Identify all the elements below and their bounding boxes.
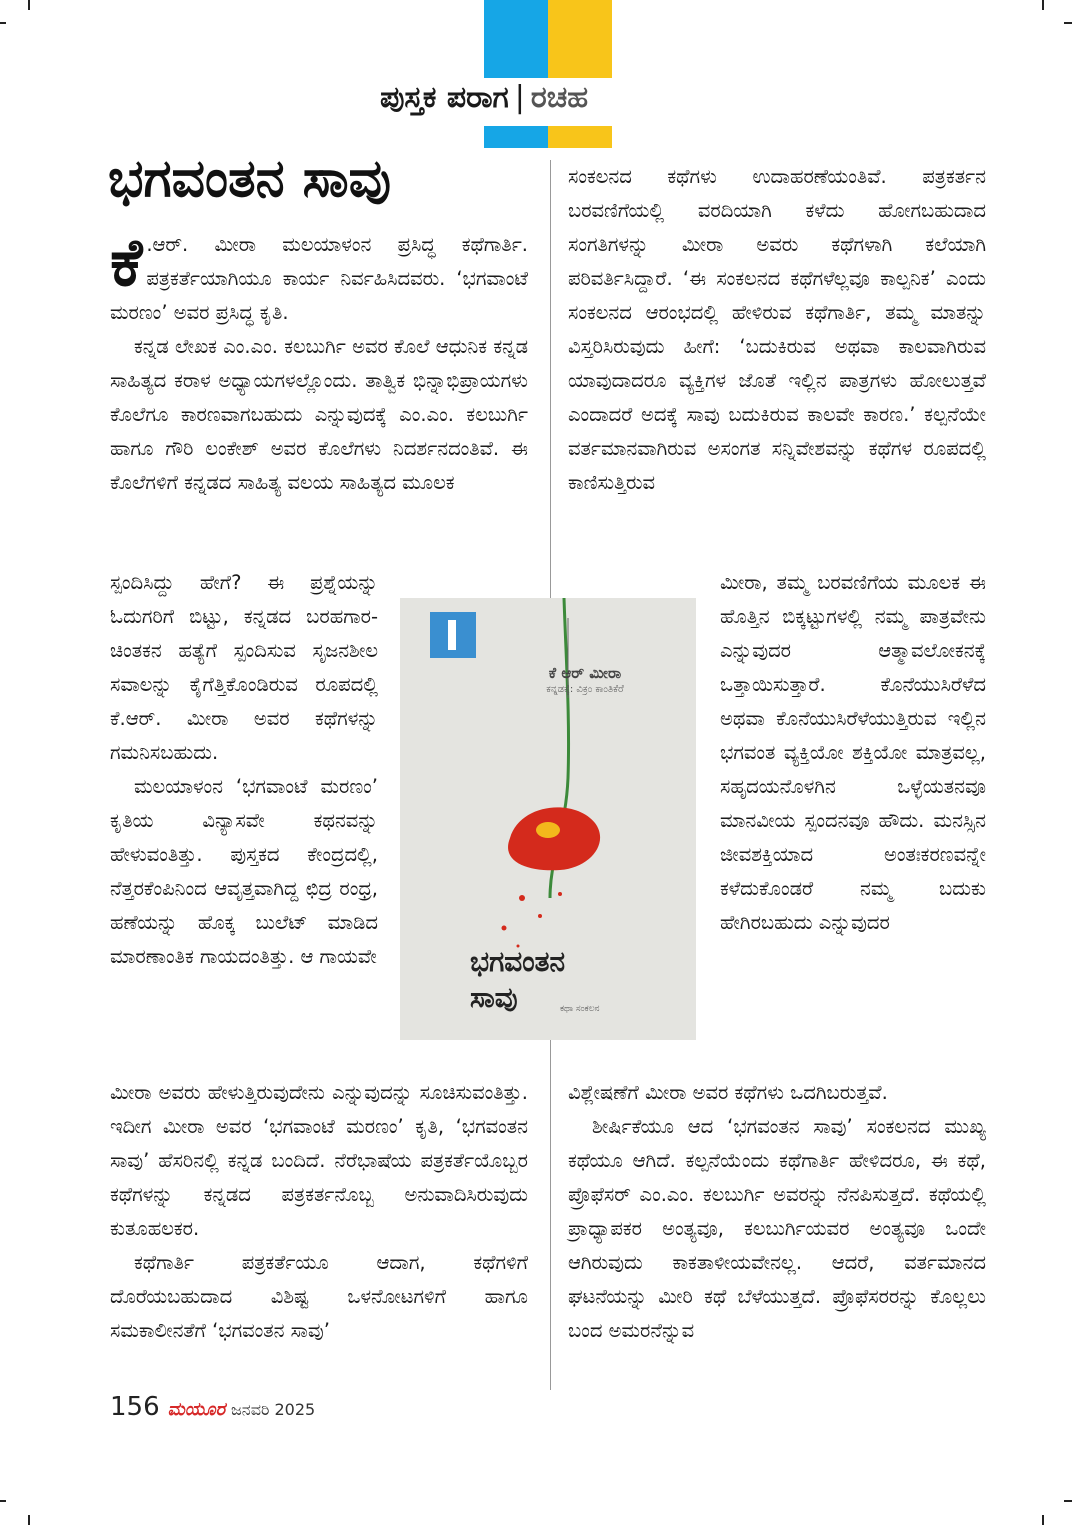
crop-mark-top-left xyxy=(0,22,6,24)
header-yellow-block-bottom xyxy=(548,126,612,148)
drop-cap: ಕೆ xyxy=(110,223,143,301)
crop-mark-top-right-v xyxy=(1042,0,1044,10)
blood-drop xyxy=(502,926,507,931)
header-blue-block-top xyxy=(484,0,548,78)
crop-mark-bottom-right xyxy=(1064,1500,1072,1502)
blood-drop xyxy=(558,892,562,896)
page-number: 156 xyxy=(110,1392,160,1422)
right-paragraph-4: ಶೀರ್ಷಿಕೆಯೂ ಆದ ‘ಭಗವಂತನ ಸಾವು’ ಸಂಕಲನದ ಮುಖ್ಯ ಕಥೆಯೂ ಆಗಿದೆ. ಕಲ್ಪನೆಯೆಂದು ಕಥೆಗಾರ್ತಿ ಹೇಳಿದರೂ, ಈ ಕಥೆ, ಪ್ರೊಫೆಸರ್ ಎಂ.ಎಂ. ಕಲಬುರ್ಗಿ ಅವರನ್ನು ನೆನಪಿಸುತ್ತದೆ. ಕಥೆಯಲ್ಲಿ ಪ್ರಾಧ್ಯಾಪಕರ ಅಂತ್ಯವೂ, ಕಲಬುರ್ಗಿಯವರ ಅಂತ್ಯವೂ ಒಂದೇ ಆಗಿರುವುದು ಕಾಕತಾಳೀಯವೇನಲ್ಲ. ಆದರೆ, ವರ್ತಮಾನದ ಘಟನೆಯನ್ನು ಮೀರಿ ಕಥೆ ಬೆಳೆಯುತ್ತದೆ. ಪ್ರೊಫೆಸರರನ್ನು ಕೊಲ್ಲಲು ಬಂದ ಅಮರನೆನ್ನುವ xyxy=(568,1115,986,1342)
right-paragraph-2: ಮೀರಾ, ತಮ್ಮ ಬರವಣಿಗೆಯ ಮೂಲಕ ಈ ಹೊತ್ತಿನ ಬಿಕ್ಕಟ್ಟುಗಳಲ್ಲಿ ನಮ್ಮ ಪಾತ್ರವೇನು ಎನ್ನುವುದರ ಆತ್ಮಾವಲೋಕನಕ್ಕೆ ಒತ್ತಾಯಿಸುತ್ತಾರೆ. ಕೊನೆಯುಸಿರೆಳೆದ ಅಥವಾ ಕೊನೆಯುಸಿರೆಳೆಯುತ್ತಿರುವ ಇಲ್ಲಿನ ಭಗವಂತ ವ್ಯಕ್ತಿಯೋ ಶಕ್ತಿಯೋ ಮಾತ್ರವಲ್ಲ, ಸಹೃದಯನೊಳಗಿನ ಒಳ್ಳೆಯತನವೂ ಮಾನವೀಯ ಸ್ಪಂದನವೂ ಹೌದು. ಮನಸ್ಸಿನ ಜೀವಶಕ್ತಿಯಾದ ಅಂತಃಕರಣವನ್ನೇ ಕಳೆದುಕೊಂಡರೆ ನಮ್ಮ ಬದುಕು ಹೇಗಿರಬಹುದು ಎನ್ನುವುದರ xyxy=(720,571,986,934)
crop-mark-bottom-right-v xyxy=(1042,1515,1044,1525)
issue-date: ಜನವರಿ 2025 xyxy=(231,1400,316,1419)
cover-title: ಭಗವಂತನ ಸಾವು xyxy=(470,945,566,1014)
flower-center xyxy=(536,822,560,838)
section-author: ರಚಹ xyxy=(530,80,589,115)
header-blue-block-bottom xyxy=(484,126,548,148)
paragraph-2: ಕನ್ನಡ ಲೇಖಕ ಎಂ.ಎಂ. ಕಲಬುರ್ಗಿ ಅವರ ಕೊಲೆ ಆಧುನಿಕ ಕನ್ನಡ ಸಾಹಿತ್ಯದ ಕರಾಳ ಅಧ್ಯಾಯಗಳಲ್ಲೊಂದು. ತಾತ್ವಿಕ ಭಿನ್ನಾಭಿಪ್ರಾಯಗಳು ಕೊಲೆಗೂ ಕಾರಣವಾಗಬಹುದು ಎನ್ನುವುದಕ್ಕೆ ಎಂ.ಎಂ. ಕಲಬುರ್ಗಿ ಹಾಗೂ ಗೌರಿ ಲಂಕೇಶ್ ಅವರ ಕೊಲೆಗಳು ನಿದರ್ಶನದಂತಿವೆ. ಈ ಕೊಲೆಗಳಿಗೆ ಕನ್ನಡದ ಸಾಹಿತ್ಯ ವಲಯ ಸಾಹಿತ್ಯದ ಮೂಲಕ xyxy=(110,335,528,494)
cover-author: ಕೆ ಆರ್ ಮೀರಾ xyxy=(548,664,622,682)
left-column-narrow xyxy=(110,566,378,974)
cover-genre: ಕಥಾ ಸಂಕಲನ xyxy=(560,1004,600,1014)
right-column-top xyxy=(568,160,986,500)
lead-paragraph-text: .ಆರ್. ಮೀರಾ ಮಲಯಾಳಂನ ಪ್ರಸಿದ್ಧ ಕಥೆಗಾರ್ತಿ. ಪತ್ರಕರ್ತೆಯಾಗಿಯೂ ಕಾರ್ಯ ನಿರ್ವಹಿಸಿದವರು. ‘ಭಗವಾಂಟೆ ಮರಣಂ’ ಅವರ ಪ್ರಸಿದ್ಧ ಕೃತಿ. xyxy=(110,233,528,324)
crop-mark-bottom-left xyxy=(0,1500,6,1502)
crop-mark-top-left-v xyxy=(28,0,30,10)
right-column-narrow xyxy=(720,566,986,940)
paragraph-6: ಕಥೆಗಾರ್ತಿ ಪತ್ರಕರ್ತೆಯೂ ಆದಾಗ, ಕಥೆಗಳಿಗೆ ದೊರೆಯಬಹುದಾದ ವಿಶಿಷ್ಟ ಒಳನೋಟಗಳಿಗೆ ಹಾಗೂ ಸಮಕಾಲೀನತೆಗೆ ‘ಭಗವಂತನ ಸಾವು’ xyxy=(110,1251,528,1342)
section-separator: | xyxy=(514,80,525,115)
left-column-top xyxy=(110,223,528,500)
magazine-logo: ಮಯೂರ xyxy=(167,1399,226,1420)
page-footer xyxy=(110,1392,315,1422)
paragraph-3: ಸ್ಪಂದಿಸಿದ್ದು ಹೇಗೆ? ಈ ಪ್ರಶ್ನೆಯನ್ನು ಓದುಗರಿಗೆ ಬಿಟ್ಟು, ಕನ್ನಡದ ಬರಹಗಾರ-ಚಿಂತಕನ ಹತ್ಯೆಗೆ ಸ್ಪಂದಿಸುವ ಸೃಜನಶೀಲ ಸವಾಲನ್ನು ಕೈಗೆತ್ತಿಕೊಂಡಿರುವ ರೂಪದಲ್ಲಿ ಕೆ.ಆರ್. ಮೀರಾ ಅವರ ಕಥೆಗಳನ್ನು ಗಮನಿಸಬಹುದು. xyxy=(110,571,378,764)
left-column-bottom xyxy=(110,1076,528,1348)
header-yellow-block-top xyxy=(548,0,612,78)
blood-drop xyxy=(519,895,525,901)
right-column-bottom xyxy=(568,1076,986,1348)
crop-mark-bottom-left-v xyxy=(28,1515,30,1525)
article-title: ಭಗವಂತನ ಸಾವು xyxy=(108,148,391,209)
crop-mark-top-right xyxy=(1064,22,1072,24)
right-paragraph-1: ಸಂಕಲನದ ಕಥೆಗಳು ಉದಾಹರಣೆಯಂತಿವೆ. ಪತ್ರಕರ್ತನ ಬರವಣಿಗೆಯಲ್ಲಿ ವರದಿಯಾಗಿ ಕಳೆದು ಹೋಗಬಹುದಾದ ಸಂಗತಿಗಳನ್ನು ಮೀರಾ ಅವರು ಕಥೆಗಳಾಗಿ ಕಲೆಯಾಗಿ ಪರಿವರ್ತಿಸಿದ್ದಾರೆ. ‘ಈ ಸಂಕಲನದ ಕಥೆಗಳೆಲ್ಲವೂ ಕಾಲ್ಪನಿಕ’ ಎಂದು ಸಂಕಲನದ ಆರಂಭದಲ್ಲಿ ಹೇಳಿರುವ ಕಥೆಗಾರ್ತಿ, ತಮ್ಮ ಮಾತನ್ನು ವಿಸ್ತರಿಸಿರುವುದು ಹೀಗೆ: ‘ಬದುಕಿರುವ ಅಥವಾ ಕಾಲವಾಗಿರುವ ಯಾವುದಾದರೂ ವ್ಯಕ್ತಿಗಳ ಜೊತೆ ಇಲ್ಲಿನ ಪಾತ್ರಗಳು ಹೋಲುತ್ತವೆ ಎಂದಾದರೆ ಅದಕ್ಕೆ ಸಾವು ಬದುಕಿರುವ ಕಾಲವೇ ಕಾರಣ.’ ಕಲ್ಪನೆಯೇ ವರ್ತಮಾನವಾಗಿರುವ ಅಸಂಗತ ಸನ್ನಿವೇಶವನ್ನು ಕಥೆಗಳ ರೂಪದಲ್ಲಿ ಕಾಣಿಸುತ್ತಿರುವ xyxy=(568,165,986,494)
section-name: ಪುಸ್ತಕ ಪರಾಗ xyxy=(380,80,509,115)
blood-drop xyxy=(538,914,542,918)
flower-petal xyxy=(508,807,600,870)
paragraph-5: ಮೀರಾ ಅವರು ಹೇಳುತ್ತಿರುವುದೇನು ಎನ್ನುವುದನ್ನು ಸೂಚಿಸುವಂತಿತ್ತು. ಇದೀಗ ಮೀರಾ ಅವರ ‘ಭಗವಾಂಟೆ ಮರಣಂ’ ಕೃತಿ, ‘ಭಗವಂತನ ಸಾವು’ ಹೆಸರಿನಲ್ಲಿ ಕನ್ನಡ ಬಂದಿದೆ. ನೆರೆಭಾಷೆಯ ಪತ್ರಕರ್ತೆಯೊಬ್ಬರ ಕಥೆಗಳನ್ನು ಕನ್ನಡದ ಪತ್ರಕರ್ತನೊಬ್ಬ ಅನುವಾದಿಸಿರುವುದು ಕುತೂಹಲಕರ. xyxy=(110,1081,528,1240)
cover-translator: ಕನ್ನಡಕ್ಕೆ: ವಿಕ್ರಂ ಕಾಂತಿಕೆರೆ xyxy=(546,684,624,695)
right-paragraph-3: ವಿಶ್ಲೇಷಣೆಗೆ ಮೀರಾ ಅವರ ಕಥೆಗಳು ಒದಗಿಬರುತ್ತವೆ. xyxy=(568,1081,888,1104)
book-cover-image xyxy=(400,598,696,1040)
section-header xyxy=(380,80,720,124)
paragraph-4: ಮಲಯಾಳಂನ ‘ಭಗವಾಂಟೆ ಮರಣಂ’ ಕೃತಿಯ ವಿನ್ಯಾಸವೇ ಕಥನವನ್ನು ಹೇಳುವಂತಿತ್ತು. ಪುಸ್ತಕದ ಕೇಂದ್ರದಲ್ಲಿ, ನೆತ್ತರಕೆಂಪಿನಿಂದ ಆವೃತ್ತವಾಗಿದ್ದ ಛಿದ್ರ ರಂಧ್ರ, ಹಣೆಯನ್ನು ಹೊಕ್ಕ ಬುಲೆಟ್ ಮಾಡಿದ ಮಾರಣಾಂತಿಕ ಗಾಯದಂತಿತ್ತು. ಆ ಗಾಯವೇ xyxy=(110,775,378,968)
lead-paragraph xyxy=(110,223,528,330)
